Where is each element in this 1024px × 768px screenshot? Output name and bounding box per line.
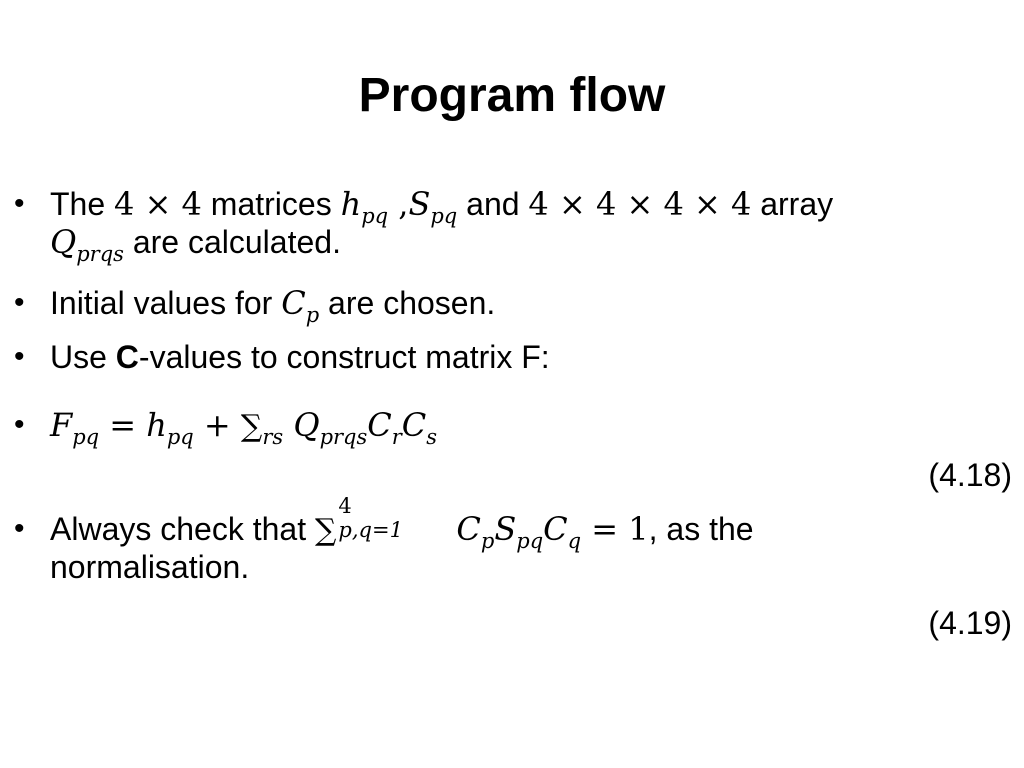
math-h: h	[340, 185, 362, 223]
sum-limits: 4 p,q=1	[338, 494, 403, 542]
bullet-5-line-1: Always check that ∑ 4 p,q=1 $C_pS_{pq}C_q = 1$, as the	[50, 494, 754, 553]
math-Q: Q	[50, 223, 77, 261]
sum-symbol: ∑	[315, 513, 337, 548]
fock-equation: $F_{pq} = h_{pq} + \sum_{rs}$ $Q_{prqs}C_rC_s$	[50, 406, 438, 449]
math-C: C	[281, 284, 306, 322]
math-dims-4x4x4x4: 4 × 4 × 4 × 4	[528, 185, 752, 223]
bullet-3-line: Use C-values to construct matrix F:	[50, 339, 550, 375]
bullet-dot-icon: •	[14, 512, 25, 545]
math-dims-4x4: 4 × 4	[114, 185, 202, 223]
math-S: S	[408, 185, 431, 223]
equation-number-4-18: (4.18)	[928, 457, 1012, 493]
bold-C: C	[115, 339, 139, 375]
bullet-5-line-2: normalisation.	[50, 549, 250, 585]
bullet-dot-icon: •	[14, 340, 25, 373]
slide-title: Program flow	[358, 69, 666, 122]
bullet-dot-icon: •	[14, 286, 25, 319]
bullet-dot-icon: •	[14, 187, 25, 220]
bullet-1-line-1: The 4 × 4 matrices $h_{pq}$ $,S_{pq}$ and 4 × 4 × 4 × 4 array	[50, 185, 834, 228]
sum-symbol: ∑	[240, 409, 263, 444]
bullet-dot-icon: •	[14, 408, 25, 441]
bullet-2-line: Initial values for $C_p$ are chosen.	[50, 284, 496, 327]
equation-number-4-19: (4.19)	[928, 605, 1012, 641]
bullet-1-line-2: $Q_{prqs}$ are calculated.	[50, 223, 341, 266]
